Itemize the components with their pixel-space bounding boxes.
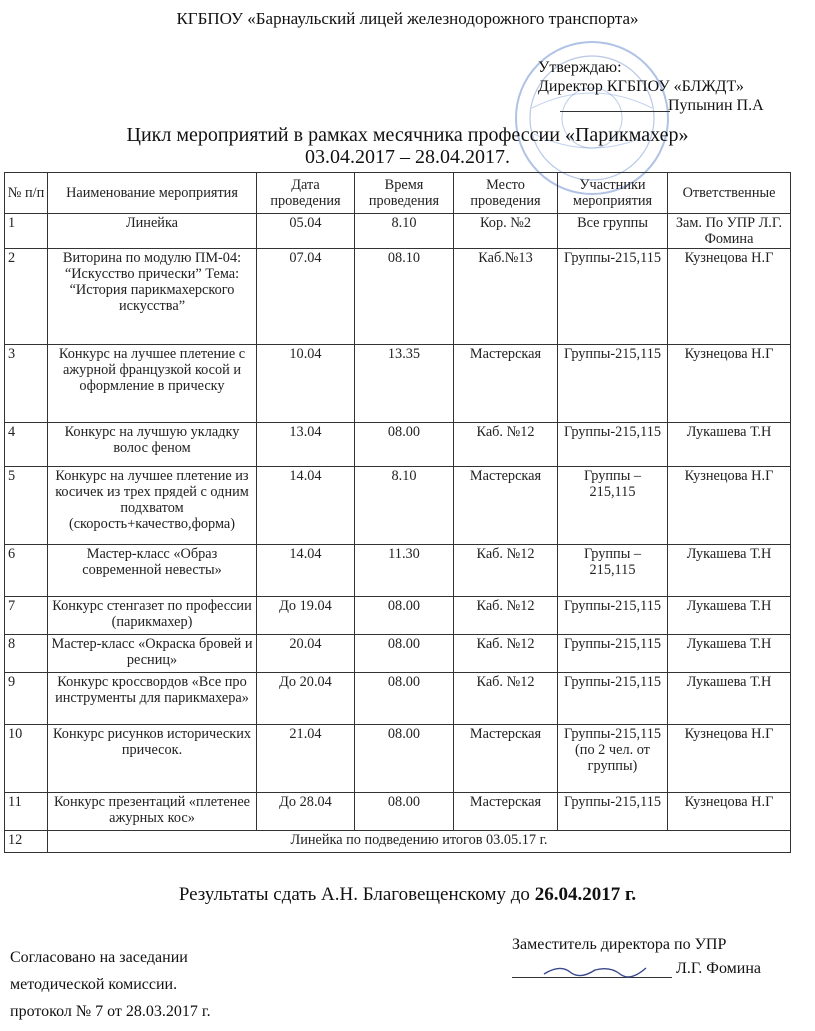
event-place: Кор. №2 — [454, 214, 558, 249]
table-row — [5, 597, 791, 635]
table-row — [5, 635, 791, 673]
organization-name: КГБПОУ «Барнаульский лицей железнодорожного транспорта» — [176, 9, 639, 28]
event-responsible: Кузнецова Н.Г — [668, 249, 791, 345]
row-number: 1 — [5, 214, 48, 249]
event-place: Каб. №12 — [454, 673, 558, 725]
event-time: 8.10 — [355, 214, 454, 249]
row-number: 3 — [5, 345, 48, 423]
agreed-block — [10, 944, 211, 1025]
column-header: Наименование мероприятия — [48, 173, 257, 214]
event-name: Виторина по модулю ПМ-04: “Искусство прически” Тема: “История парикмахерского искусства” — [48, 249, 257, 345]
table-header-row — [5, 173, 791, 214]
table-row — [5, 545, 791, 597]
event-name: Конкурс стенгазет по профессии (парикмахер) — [48, 597, 257, 635]
table-row — [5, 467, 791, 545]
table-row — [5, 345, 791, 423]
row-number: 11 — [5, 793, 48, 831]
results-deadline: 26.04.2017 г. — [534, 884, 637, 905]
event-participants: Группы-215,115 — [558, 345, 668, 423]
event-date: 05.04 — [257, 214, 355, 249]
agreed-line: методической комиссии. — [10, 976, 178, 993]
event-participants: Группы-215,115 — [558, 597, 668, 635]
row-number: 9 — [5, 673, 48, 725]
event-responsible: Лукашева Т.Н — [668, 423, 791, 467]
table-row — [5, 793, 791, 831]
event-responsible: Кузнецова Н.Г — [668, 345, 791, 423]
title-line: Цикл мероприятий в рамках месячника профессии «Парикмахер» — [126, 124, 689, 146]
event-date: 20.04 — [257, 635, 355, 673]
event-name: Мастер-класс «Образ современной невесты» — [48, 545, 257, 597]
event-name: Линейка — [48, 214, 257, 249]
event-time: 08.00 — [355, 635, 454, 673]
event-time: 13.35 — [355, 345, 454, 423]
event-date: 07.04 — [257, 249, 355, 345]
approval-block — [538, 58, 764, 115]
handwritten-signature-icon — [540, 960, 650, 982]
event-time: 08.00 — [355, 725, 454, 793]
event-participants: Группы-215,115 — [558, 249, 668, 345]
event-name: Конкурс на лучшее плетение с ажурной французкой косой и оформление в прическу — [48, 345, 257, 423]
event-participants: Группы-215,115 — [558, 673, 668, 725]
event-time: 08.00 — [355, 597, 454, 635]
approval-label: Утверждаю: — [538, 59, 622, 76]
event-place: Мастерская — [454, 725, 558, 793]
event-name: Конкурс презентаций «плетенее ажурных кос» — [48, 793, 257, 831]
final-row-text: Линейка по подведению итогов 03.05.17 г. — [48, 831, 791, 853]
table-row — [5, 725, 791, 793]
event-participants: Группы – 215,115 — [558, 545, 668, 597]
deputy-name: Л.Г. Фомина — [676, 960, 761, 977]
event-time: 08.10 — [355, 249, 454, 345]
column-header: Дата проведения — [257, 173, 355, 214]
event-place: Мастерская — [454, 793, 558, 831]
table-row — [5, 423, 791, 467]
event-time: 8.10 — [355, 467, 454, 545]
page-title — [0, 124, 815, 168]
agreed-line: Согласовано на заседании — [10, 949, 188, 966]
event-date: 14.04 — [257, 467, 355, 545]
row-number: 8 — [5, 635, 48, 673]
results-text: Результаты сдать А.Н. Благовещенскому до — [178, 884, 535, 905]
event-name: Конкурс на лучшую укладку волос феном — [48, 423, 257, 467]
column-header: Ответственные — [668, 173, 791, 214]
event-place: Каб. №12 — [454, 545, 558, 597]
table-row — [5, 214, 791, 249]
event-responsible: Кузнецова Н.Г — [668, 467, 791, 545]
table-row — [5, 673, 791, 725]
column-header: № п/п — [5, 173, 48, 214]
column-header: Место проведения — [454, 173, 558, 214]
event-date: До 28.04 — [257, 793, 355, 831]
event-participants: Группы-215,115 — [558, 423, 668, 467]
event-responsible: Лукашева Т.Н — [668, 545, 791, 597]
events-table — [4, 172, 791, 853]
row-number: 4 — [5, 423, 48, 467]
row-number: 12 — [5, 831, 48, 853]
table-row — [5, 831, 791, 853]
event-name: Конкурс на лучшее плетение из косичек из трех прядей с одним подхватом (скорость+качество,форма) — [48, 467, 257, 545]
event-time: 08.00 — [355, 423, 454, 467]
event-place: Мастерская — [454, 467, 558, 545]
column-header: Участники мероприятия — [558, 173, 668, 214]
title-dates: 03.04.2017 – 28.04.2017. — [305, 146, 510, 168]
event-name: Конкурс кроссвордов «Все про инструменты для парикмахера» — [48, 673, 257, 725]
approval-position: Директор КГБПОУ «БЛЖДТ» — [538, 78, 744, 95]
event-responsible: Кузнецова Н.Г — [668, 725, 791, 793]
event-time: 11.30 — [355, 545, 454, 597]
row-number: 10 — [5, 725, 48, 793]
event-date: До 20.04 — [257, 673, 355, 725]
row-number: 6 — [5, 545, 48, 597]
event-place: Каб.№13 — [454, 249, 558, 345]
agreed-protocol: протокол № 7 от 28.03.2017 г. — [10, 1003, 211, 1020]
row-number: 2 — [5, 249, 48, 345]
event-participants: Группы-215,115 — [558, 793, 668, 831]
event-time: 08.00 — [355, 673, 454, 725]
event-participants: Все группы — [558, 214, 668, 249]
event-place: Каб. №12 — [454, 597, 558, 635]
event-participants: Группы-215,115 — [558, 635, 668, 673]
event-participants: Группы-215,115 (по 2 чел. от группы) — [558, 725, 668, 793]
event-name: Конкурс рисунков исторических причесок. — [48, 725, 257, 793]
results-note — [0, 884, 815, 906]
event-date: 21.04 — [257, 725, 355, 793]
event-date: 10.04 — [257, 345, 355, 423]
event-date: 14.04 — [257, 545, 355, 597]
event-time: 08.00 — [355, 793, 454, 831]
event-responsible: Лукашева Т.Н — [668, 673, 791, 725]
event-date: 13.04 — [257, 423, 355, 467]
event-place: Каб. №12 — [454, 635, 558, 673]
column-header: Время проведения — [355, 173, 454, 214]
event-participants: Группы – 215,115 — [558, 467, 668, 545]
event-date: До 19.04 — [257, 597, 355, 635]
event-place: Каб. №12 — [454, 423, 558, 467]
director-signature-line — [560, 111, 670, 112]
event-name: Мастер-класс «Окраска бровей и ресниц» — [48, 635, 257, 673]
row-number: 7 — [5, 597, 48, 635]
deputy-position: Заместитель директора по УПР — [512, 936, 727, 953]
event-responsible: Зам. По УПР Л.Г. Фомина — [668, 214, 791, 249]
row-number: 5 — [5, 467, 48, 545]
event-responsible: Лукашева Т.Н — [668, 597, 791, 635]
table-row — [5, 249, 791, 345]
event-responsible: Кузнецова Н.Г — [668, 793, 791, 831]
event-responsible: Лукашева Т.Н — [668, 635, 791, 673]
event-place: Мастерская — [454, 345, 558, 423]
approval-signer: Пупынин П.А — [668, 97, 764, 114]
